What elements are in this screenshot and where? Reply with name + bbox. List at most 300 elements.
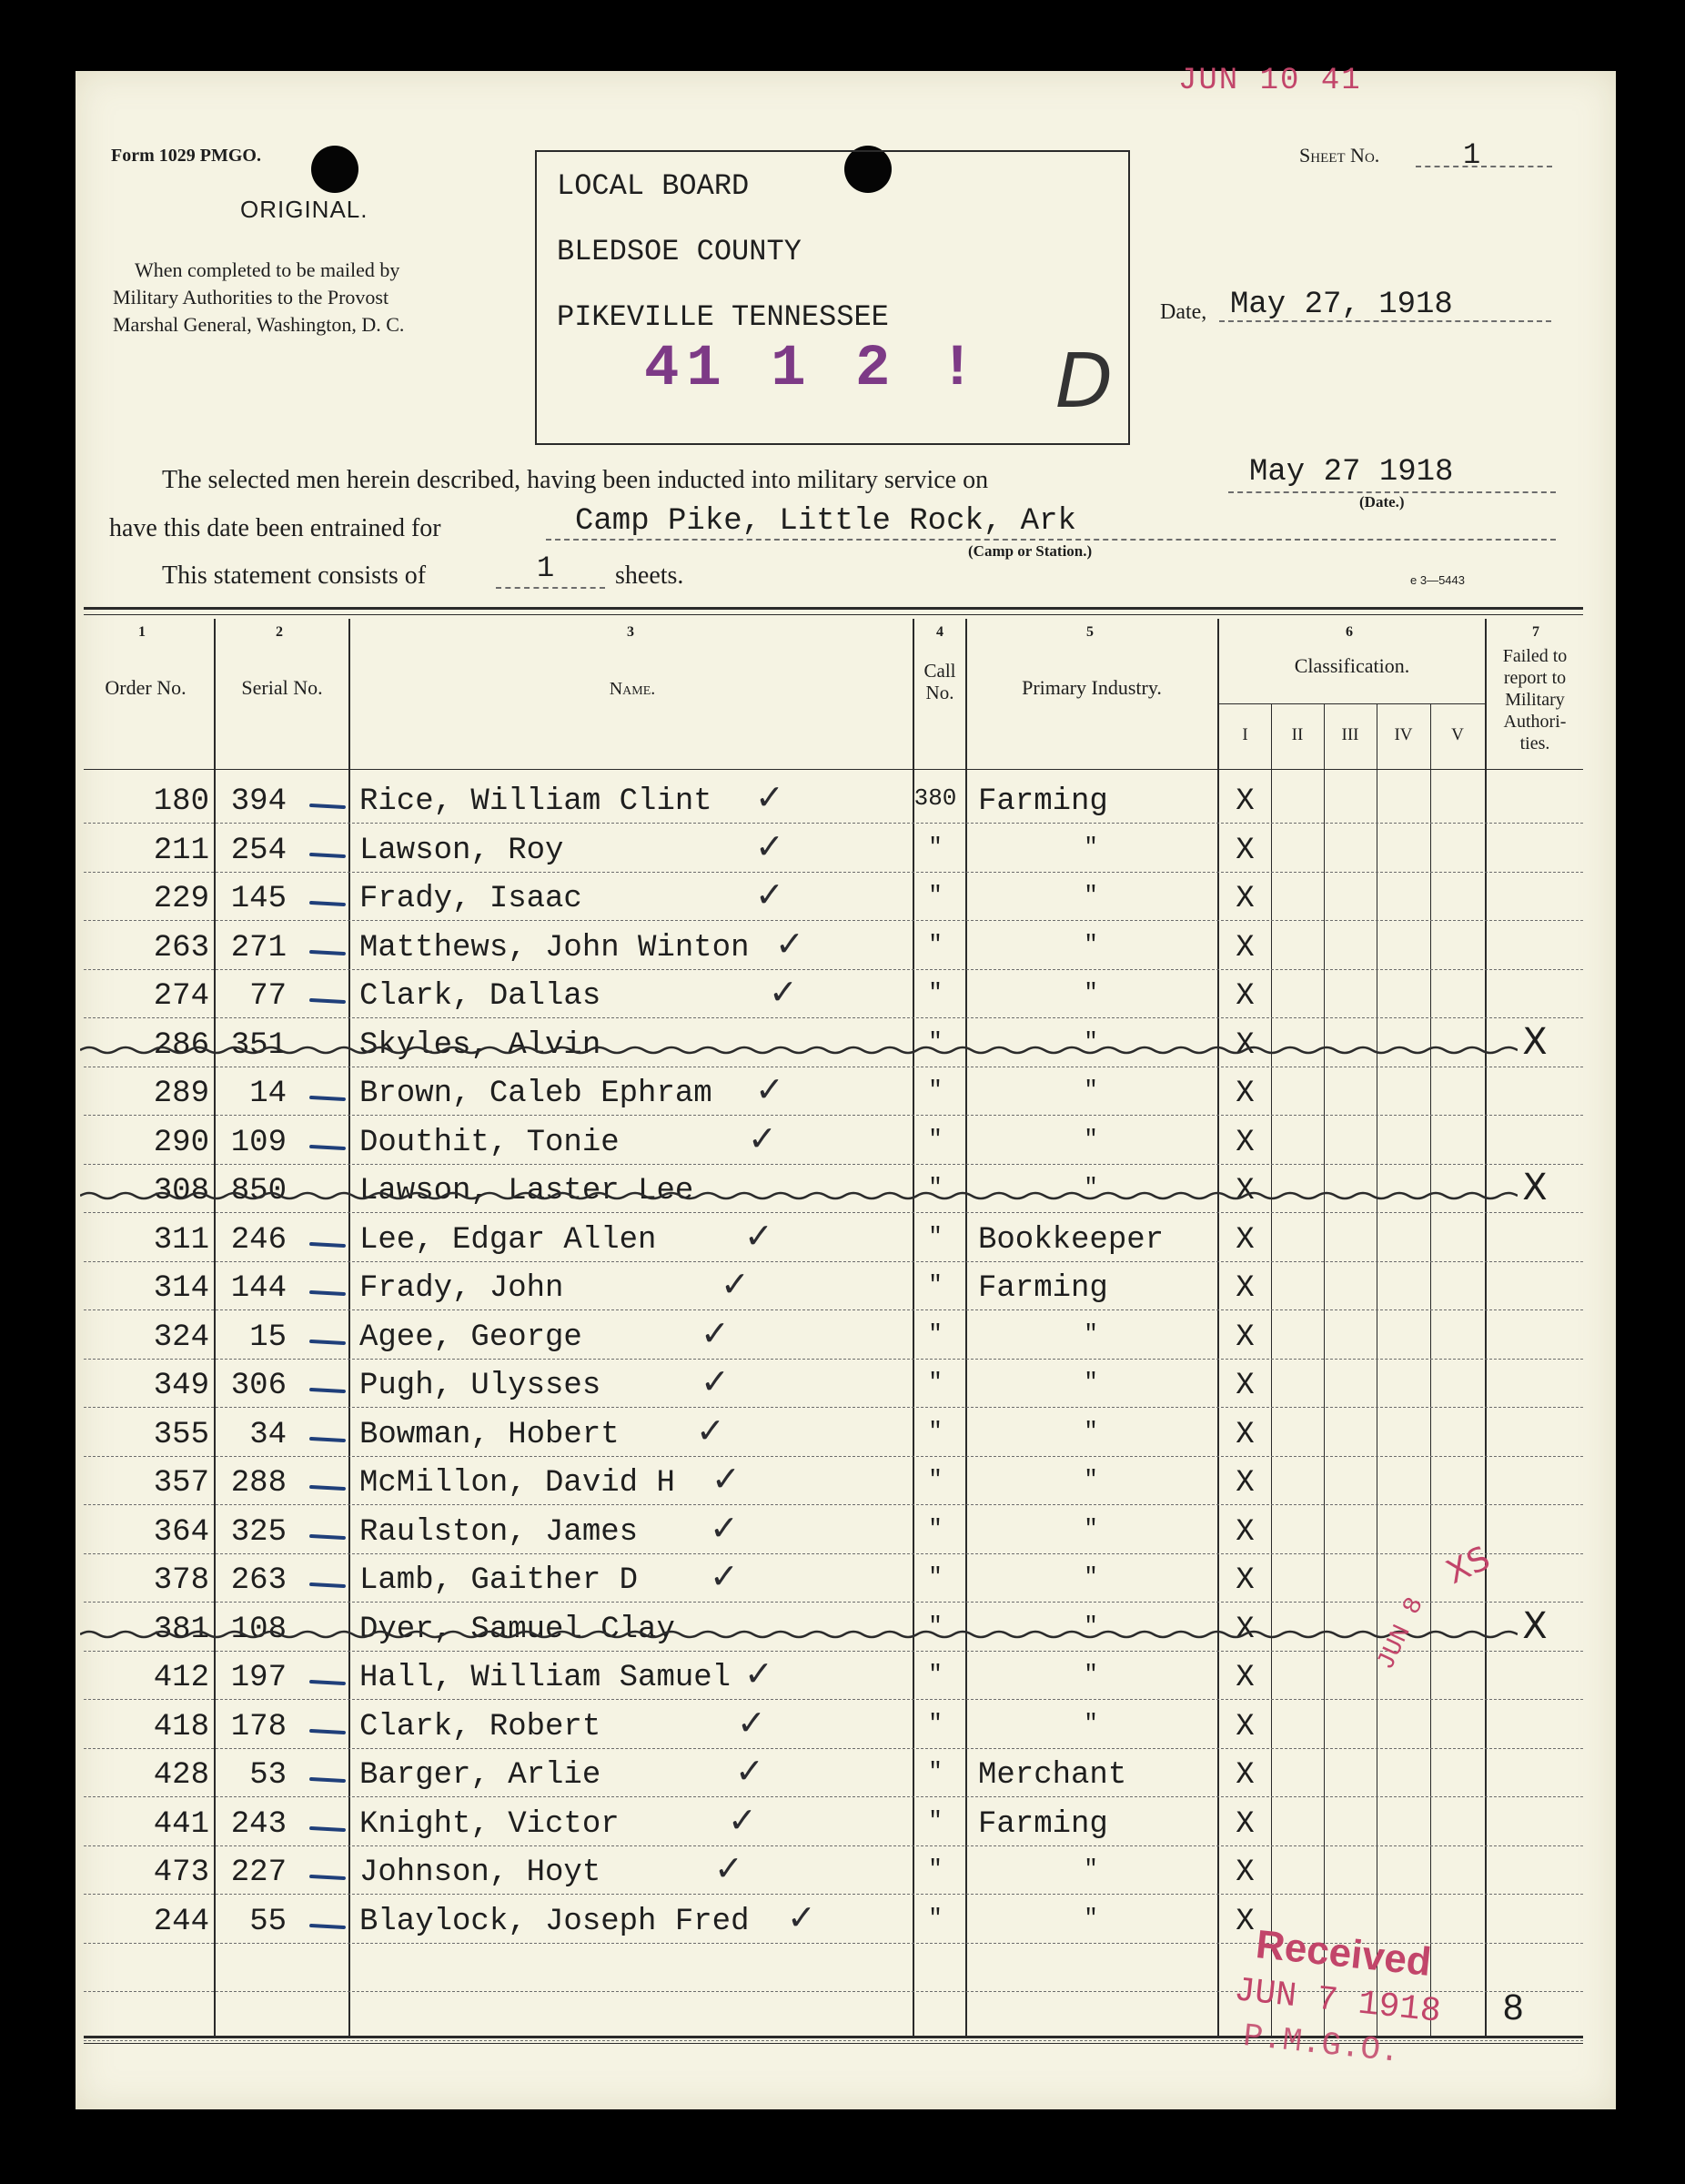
table-row [0, 1799, 1685, 1855]
registrant-name: Brown, Caleb Ephram [359, 1077, 712, 1111]
class-i-mark: X [1236, 1027, 1255, 1063]
header-classification: Classification. [1294, 654, 1410, 677]
header-failed-line-5: ties. [1519, 733, 1550, 753]
class-i-mark: X [1236, 1077, 1255, 1111]
table-row [0, 1751, 1685, 1805]
received-stamp-date: JUN 7 1918 [1232, 1971, 1443, 2032]
order-no: 263 [153, 930, 209, 966]
order-no: 378 [153, 1563, 209, 1598]
primary-industry: " [1084, 882, 1098, 909]
table-row [0, 1556, 1685, 1611]
table-row [0, 1264, 1685, 1319]
check-mark-icon: ✓ [714, 1848, 743, 1888]
table-row [0, 1410, 1685, 1465]
header-failed-line-1: Failed to [1502, 646, 1568, 666]
registrant-name: Dyer, Samuel Clay [359, 1612, 675, 1647]
order-no: 229 [153, 882, 209, 916]
order-no: 274 [153, 979, 209, 1014]
date-label: Date, [1160, 300, 1207, 324]
board-initial: D [1055, 339, 1114, 425]
order-no: 180 [153, 784, 209, 819]
call-no: " [928, 833, 943, 861]
table-row [0, 1848, 1685, 1903]
primary-industry: " [1084, 1709, 1098, 1737]
primary-industry: Farming [978, 1806, 1108, 1842]
table-row [0, 1069, 1685, 1124]
row-rule [84, 1164, 1583, 1165]
table-row [0, 1312, 1685, 1368]
class-i-mark: X [1236, 1855, 1255, 1890]
serial-no: 246 [230, 1222, 287, 1258]
header-order-no: Order No. [105, 676, 187, 699]
punch-hole-left [311, 146, 358, 193]
blue-tally-mark [309, 1728, 346, 1734]
registrant-name: Knight, Victor [359, 1806, 620, 1842]
primary-industry: Bookkeeper [978, 1222, 1165, 1258]
destination: Camp Pike, Little Rock, Ark [575, 504, 1076, 539]
call-no: " [928, 1466, 943, 1493]
class-i-mark: X [1236, 1758, 1255, 1793]
registrant-name: Agee, George [359, 1320, 582, 1355]
order-no: 355 [153, 1417, 209, 1452]
primary-industry: " [1084, 833, 1098, 861]
primary-industry: " [1084, 1417, 1098, 1445]
row-rule [84, 1845, 1583, 1846]
call-no: " [928, 1077, 943, 1104]
serial-no: 263 [230, 1563, 287, 1598]
call-no: " [928, 1027, 943, 1056]
call-no: " [928, 979, 943, 1006]
induction-date: May 27 1918 [1249, 455, 1454, 490]
check-mark-icon: ✓ [755, 1069, 784, 1109]
call-no: " [928, 1904, 943, 1932]
order-no: 349 [153, 1369, 209, 1403]
check-mark-icon: ✓ [775, 923, 804, 964]
order-no: 308 [153, 1174, 209, 1208]
print-code: e 3—5443 [1410, 573, 1465, 587]
blue-tally-mark [309, 1680, 346, 1685]
blue-tally-mark [309, 1533, 346, 1539]
statement-sentence-3a: This statement consists of [162, 561, 427, 590]
header-serial-no: Serial No. [241, 676, 323, 699]
header-failed-line-2: report to [1503, 668, 1567, 688]
row-rule [84, 1651, 1583, 1652]
tally-number: 8 [1503, 1987, 1524, 2027]
serial-no: 15 [249, 1320, 287, 1355]
order-no: 289 [153, 1077, 209, 1111]
col-number-7: 7 [1532, 624, 1539, 640]
table-row [0, 1459, 1685, 1513]
class-i-mark: X [1236, 1806, 1255, 1842]
col-number-2: 2 [276, 624, 283, 640]
registrant-name: Lee, Edgar Allen [359, 1222, 657, 1258]
check-mark-icon: ✓ [755, 777, 784, 817]
blue-tally-mark [309, 1875, 346, 1880]
call-no: " [928, 1125, 943, 1153]
blue-tally-mark [309, 1582, 346, 1588]
row-rule [84, 1456, 1583, 1457]
primary-industry: " [1084, 1904, 1098, 1932]
registrant-name: Johnson, Hoyt [359, 1855, 601, 1890]
statement-sentence-3b: sheets. [615, 561, 684, 590]
table-row [0, 777, 1685, 832]
blue-tally-mark [309, 998, 346, 1004]
failed-mark: X [1522, 1020, 1548, 1063]
row-rule [84, 1553, 1583, 1554]
call-no: " [928, 1271, 943, 1299]
order-no: 286 [153, 1027, 209, 1063]
serial-no: 351 [230, 1027, 287, 1063]
blue-tally-mark [309, 949, 346, 955]
registrant-name: Hall, William Samuel [359, 1661, 732, 1695]
call-no: " [928, 1709, 943, 1737]
registrant-name: Rice, William Clint [359, 784, 712, 819]
sheet-number: 1 [1463, 138, 1481, 172]
col-number-1: 1 [138, 624, 146, 640]
call-no: " [928, 1417, 943, 1445]
class-i-mark: X [1236, 1466, 1255, 1501]
call-no: " [928, 1855, 943, 1883]
row-rule [84, 1748, 1583, 1749]
serial-no: 109 [230, 1125, 287, 1160]
registrant-name: Lawson, Roy [359, 833, 564, 868]
serial-no: 243 [230, 1806, 287, 1842]
mailing-note-line-3: Marshal General, Washington, D. C. [113, 313, 405, 336]
primary-industry: " [1084, 1661, 1098, 1688]
table-row [0, 1653, 1685, 1708]
strikethrough-line [80, 1045, 1518, 1056]
primary-industry: " [1084, 1612, 1098, 1640]
blue-tally-mark [309, 1825, 346, 1831]
order-no: 290 [153, 1125, 209, 1160]
classification-subheader-rule [1219, 703, 1485, 704]
call-no: " [928, 1369, 943, 1396]
header-failed-line-3: Military [1505, 690, 1565, 710]
row-rule [84, 920, 1583, 921]
primary-industry: " [1084, 979, 1098, 1006]
blue-tally-mark [309, 1241, 346, 1247]
serial-no: 271 [230, 930, 287, 966]
check-mark-icon: ✓ [755, 875, 784, 915]
table-top-rule-2 [84, 614, 1583, 615]
received-stamp-pmgo: P.M.G.O. [1241, 2017, 1402, 2071]
form-id: Form 1029 PMGO. [111, 146, 261, 166]
registrant-name: Barger, Arlie [359, 1758, 601, 1793]
check-mark-icon: ✓ [744, 1653, 773, 1694]
serial-no: 306 [230, 1369, 287, 1403]
order-no: 324 [153, 1320, 209, 1355]
registrant-name: Blaylock, Joseph Fred [359, 1904, 750, 1939]
row-rule [84, 1212, 1583, 1213]
registrant-name: Pugh, Ulysses [359, 1369, 601, 1403]
serial-no: 254 [230, 833, 287, 868]
class-i-mark: X [1236, 833, 1255, 868]
table-top-rule [84, 607, 1583, 610]
check-mark-icon: ✓ [737, 1702, 766, 1743]
call-no: " [928, 1174, 943, 1201]
statement-sentence-1: The selected men herein described, having been inducted into military service on [162, 466, 989, 494]
call-no: " [928, 1758, 943, 1785]
strikethrough-line [80, 1190, 1518, 1201]
primary-industry: Farming [978, 784, 1108, 819]
order-no: 473 [153, 1855, 209, 1890]
primary-industry: " [1084, 1125, 1098, 1153]
serial-no: 325 [230, 1514, 287, 1550]
header-name: Name. [609, 679, 656, 699]
row-rule [84, 1796, 1583, 1797]
primary-industry: " [1084, 930, 1098, 958]
class-i-mark: X [1236, 1125, 1255, 1160]
row-rule [84, 1699, 1583, 1700]
check-mark-icon: ✓ [710, 1556, 739, 1596]
serial-no: 34 [249, 1417, 287, 1452]
registrant-name: Raulston, James [359, 1514, 639, 1550]
primary-industry: Farming [978, 1271, 1108, 1306]
row-rule [84, 1602, 1583, 1603]
serial-no: 55 [249, 1904, 287, 1939]
table-row [0, 1167, 1685, 1221]
row-rule [84, 1504, 1583, 1505]
class-i-mark: X [1236, 1417, 1255, 1452]
order-no: 441 [153, 1806, 209, 1842]
primary-industry: " [1084, 1077, 1098, 1104]
primary-industry: " [1084, 1369, 1098, 1396]
class-i-mark: X [1236, 930, 1255, 966]
check-mark-icon: ✓ [701, 1312, 730, 1353]
header-class-i: I [1242, 725, 1248, 744]
strikethrough-line [80, 1629, 1518, 1640]
call-no: " [928, 1563, 943, 1591]
blue-tally-mark [309, 1144, 346, 1149]
registrant-name: Clark, Dallas [359, 979, 601, 1014]
serial-no: 145 [230, 882, 287, 916]
blue-tally-mark [309, 852, 346, 857]
sheet-number-line [1416, 166, 1552, 167]
header-primary-industry: Primary Industry. [1022, 676, 1162, 699]
registrant-name: Frady, John [359, 1271, 564, 1306]
order-no: 412 [153, 1661, 209, 1695]
serial-no: 394 [230, 784, 287, 819]
blue-tally-mark [309, 1777, 346, 1783]
primary-industry: " [1084, 1514, 1098, 1542]
row-rule [84, 1407, 1583, 1408]
primary-industry: " [1084, 1174, 1098, 1201]
class-i-mark: X [1236, 1271, 1255, 1306]
order-no: 418 [153, 1709, 209, 1744]
header-failed-line-4: Authori- [1503, 712, 1567, 732]
xs-mark: XS [1440, 1539, 1496, 1592]
primary-industry: " [1084, 1320, 1098, 1348]
header-call-line-2: No. [925, 682, 954, 703]
class-i-mark: X [1236, 1222, 1255, 1258]
order-no: 381 [153, 1612, 209, 1647]
col-number-4: 4 [936, 624, 943, 640]
call-no: " [928, 1806, 943, 1835]
table-row [0, 1215, 1685, 1270]
serial-no: 14 [249, 1077, 287, 1111]
blue-tally-mark [309, 1096, 346, 1101]
blue-tally-mark [309, 1923, 346, 1928]
check-mark-icon: ✓ [696, 1410, 725, 1451]
check-mark-icon: ✓ [701, 1361, 730, 1401]
table-row [0, 1020, 1685, 1076]
order-no: 311 [153, 1222, 209, 1258]
table-row [0, 1702, 1685, 1757]
serial-no: 227 [230, 1855, 287, 1890]
board-stamp-number: 41 1 2 ! [644, 337, 983, 402]
destination-caption: (Camp or Station.) [968, 542, 1093, 560]
jun8-stamp: JUN 8 [1372, 1592, 1430, 1675]
check-mark-icon: ✓ [735, 1751, 764, 1791]
serial-no: 178 [230, 1709, 287, 1744]
row-rule [84, 872, 1583, 873]
destination-line [546, 539, 1556, 541]
class-i-mark: X [1236, 1563, 1255, 1598]
table-row [0, 1604, 1685, 1660]
registrant-name: Douthit, Tonie [359, 1125, 620, 1160]
failed-mark: X [1522, 1167, 1548, 1208]
table-row [0, 825, 1685, 881]
row-rule [84, 1017, 1583, 1018]
class-i-mark: X [1236, 1661, 1255, 1695]
serial-no: 197 [230, 1661, 287, 1695]
received-stamp-top: JUN 10 41 [1178, 64, 1362, 98]
board-line-3: PIKEVILLE TENNESSEE [557, 300, 889, 334]
primary-industry: Merchant [978, 1758, 1127, 1793]
header-class-ii: II [1291, 725, 1304, 744]
class-i-mark: X [1236, 1612, 1255, 1647]
mailing-note-line-2: Military Authorities to the Provost [113, 286, 389, 308]
blue-tally-mark [309, 901, 346, 906]
row-rule [84, 1261, 1583, 1262]
table-row [0, 875, 1685, 929]
order-no: 314 [153, 1271, 209, 1306]
class-i-mark: X [1236, 1320, 1255, 1355]
call-no: " [928, 1612, 943, 1640]
board-line-2: BLEDSOE COUNTY [557, 235, 802, 268]
board-line-1: LOCAL BOARD [557, 169, 750, 203]
check-mark-icon: ✓ [769, 972, 798, 1012]
check-mark-icon: ✓ [721, 1264, 750, 1304]
check-mark-icon: ✓ [744, 1215, 773, 1256]
registrant-name: Bowman, Hobert [359, 1417, 620, 1452]
row-rule [84, 1894, 1583, 1895]
header-class-iii: III [1341, 725, 1359, 744]
order-no: 244 [153, 1904, 209, 1939]
col-number-6: 6 [1346, 624, 1353, 640]
header-class-v: V [1451, 725, 1464, 744]
date-caption: (Date.) [1359, 493, 1405, 511]
primary-industry: " [1084, 1563, 1098, 1591]
registrant-name: Lamb, Gaither D [359, 1563, 639, 1598]
check-mark-icon: ✓ [728, 1799, 757, 1840]
class-i-mark: X [1236, 1514, 1255, 1550]
order-no: 357 [153, 1466, 209, 1501]
mailing-note-line-1: When completed to be mailed by [135, 258, 400, 281]
registrant-name: Clark, Robert [359, 1709, 601, 1744]
failed-mark: X [1522, 1604, 1548, 1647]
check-mark-icon: ✓ [710, 1507, 739, 1548]
check-mark-icon: ✓ [755, 825, 784, 866]
row-rule [84, 969, 1583, 970]
statement-sentence-2: have this date been entrained for [109, 514, 441, 542]
serial-no: 77 [249, 979, 287, 1014]
col-number-5: 5 [1086, 624, 1094, 640]
registrant-name: McMillon, David H [359, 1466, 675, 1501]
registrant-name: Matthews, John Winton [359, 930, 750, 966]
call-no: " [928, 1222, 943, 1250]
call-no: " [928, 882, 943, 909]
table-header-bottom-rule [84, 769, 1583, 770]
check-mark-icon: ✓ [711, 1459, 741, 1499]
row-rule [84, 1115, 1583, 1116]
order-no: 211 [153, 833, 209, 868]
class-i-mark: X [1236, 979, 1255, 1014]
primary-industry: " [1084, 1466, 1098, 1493]
call-no: " [928, 930, 943, 958]
serial-no: 144 [230, 1271, 287, 1306]
blue-tally-mark [309, 1436, 346, 1441]
class-i-mark: X [1236, 1904, 1255, 1939]
class-i-mark: X [1236, 882, 1255, 916]
row-rule [84, 823, 1583, 824]
blue-tally-mark [309, 1290, 346, 1296]
table-row [0, 1361, 1685, 1416]
registrant-name: Skyles, Alvin [359, 1027, 601, 1063]
class-i-mark: X [1236, 1369, 1255, 1403]
sheet-label: Sheet No. [1299, 144, 1380, 167]
order-no: 428 [153, 1758, 209, 1793]
header-class-iv: IV [1394, 725, 1413, 744]
serial-no: 108 [230, 1612, 287, 1647]
row-rule [84, 1359, 1583, 1360]
class-i-mark: X [1236, 1709, 1255, 1744]
check-mark-icon: ✓ [787, 1896, 816, 1937]
blue-tally-mark [309, 1339, 346, 1344]
registrant-name: Lawson, Laster Lee [359, 1174, 694, 1208]
original-label: ORIGINAL. [240, 196, 368, 223]
sheets-count-line [496, 587, 605, 589]
date-value: May 27, 1918 [1230, 288, 1453, 322]
check-mark-icon: ✓ [748, 1117, 777, 1158]
sheets-count: 1 [537, 551, 555, 585]
class-i-mark: X [1236, 1174, 1255, 1208]
call-no: " [928, 1320, 943, 1348]
blue-tally-mark [309, 804, 346, 809]
order-no: 364 [153, 1514, 209, 1550]
call-no: 380 [913, 784, 957, 812]
call-no: " [928, 1661, 943, 1688]
blue-tally-mark [309, 1388, 346, 1393]
serial-no: 850 [230, 1174, 287, 1208]
table-row [0, 1117, 1685, 1173]
serial-no: 288 [230, 1466, 287, 1501]
primary-industry: " [1084, 1855, 1098, 1883]
received-stamp-label: Received [1254, 1922, 1434, 1985]
table-row [0, 1507, 1685, 1562]
serial-no: 53 [249, 1758, 287, 1793]
header-call-line-1: Call [923, 660, 956, 682]
table-row [0, 972, 1685, 1026]
row-rule [84, 1309, 1583, 1310]
registrant-name: Frady, Isaac [359, 882, 582, 916]
call-no: " [928, 1514, 943, 1542]
class-i-mark: X [1236, 784, 1255, 819]
col-number-3: 3 [627, 624, 634, 640]
blue-tally-mark [309, 1485, 346, 1491]
primary-industry: " [1084, 1027, 1098, 1056]
table-row [0, 923, 1685, 978]
